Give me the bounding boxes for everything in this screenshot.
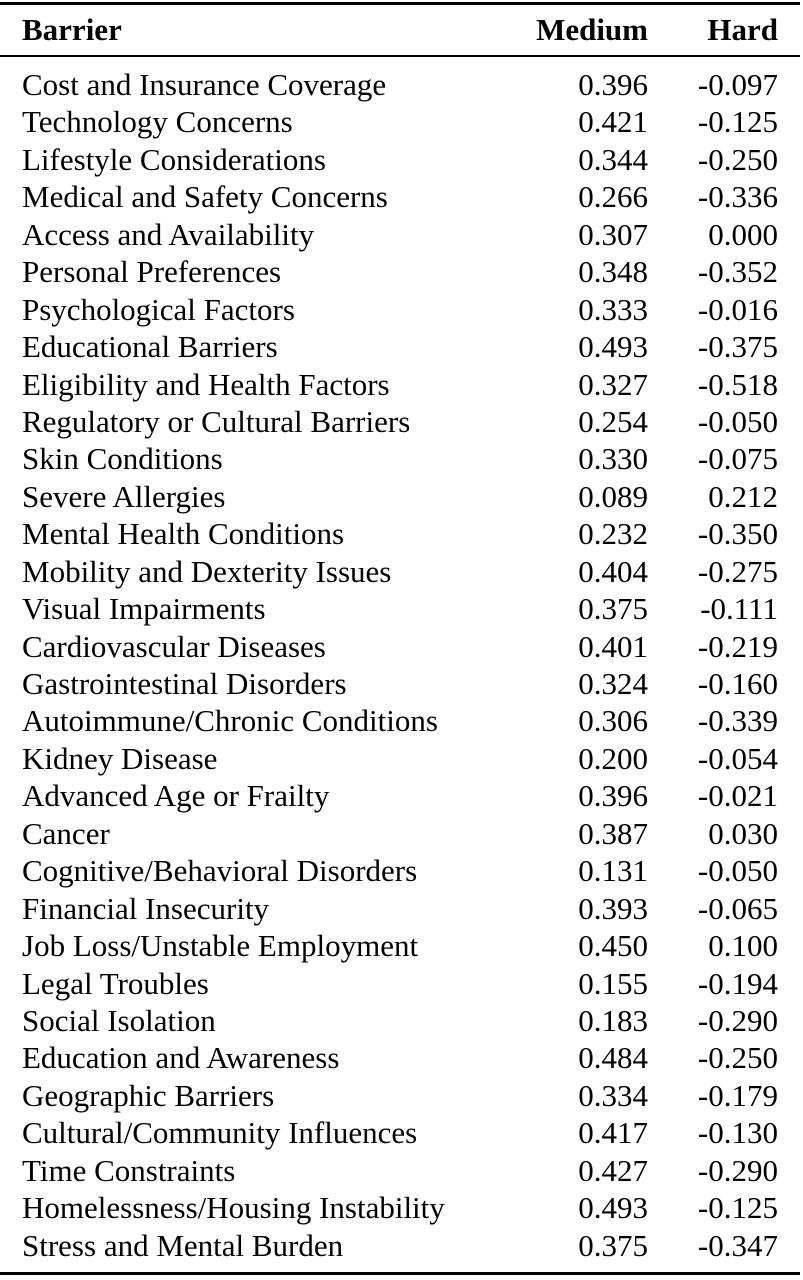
- hard-cell: -0.350: [697, 516, 778, 552]
- hard-cell: -0.290: [697, 1152, 778, 1188]
- table-row: [0, 1114, 800, 1151]
- hard-cell: -0.050: [697, 853, 778, 889]
- hard-cell: -0.050: [697, 403, 778, 439]
- medium-cell: 0.131: [578, 853, 648, 889]
- medium-cell: 0.089: [578, 478, 648, 514]
- hard-cell: -0.339: [697, 703, 778, 739]
- barrier-cell: Skin Conditions: [22, 441, 223, 477]
- header-barrier: Barrier: [22, 12, 122, 47]
- table-row: [0, 628, 800, 665]
- medium-cell: 0.387: [578, 815, 648, 851]
- hard-cell: -0.016: [697, 291, 778, 327]
- medium-cell: 0.324: [578, 666, 648, 701]
- hard-cell: -0.125: [697, 104, 778, 140]
- barrier-cell: Personal Preferences: [22, 254, 282, 290]
- hard-cell: -0.250: [697, 141, 778, 177]
- hard-cell: -0.347: [697, 1227, 778, 1263]
- medium-cell: 0.421: [578, 104, 648, 140]
- hard-cell: -0.194: [697, 965, 778, 1001]
- barrier-cell: Time Constraints: [22, 1152, 236, 1188]
- medium-cell: 0.344: [578, 141, 648, 177]
- hard-cell: -0.097: [697, 67, 778, 102]
- medium-cell: 0.427: [578, 1152, 648, 1188]
- table-row: [0, 740, 800, 777]
- table-row: [0, 141, 800, 178]
- barrier-cell: Lifestyle Considerations: [22, 141, 326, 177]
- header-rule: [0, 55, 800, 57]
- medium-cell: 0.484: [578, 1040, 648, 1076]
- barrier-cell: Access and Availability: [22, 216, 315, 252]
- table-row: [0, 965, 800, 1002]
- barrier-cell: Homelessness/Housing Instability: [22, 1190, 445, 1226]
- barrier-cell: Stress and Mental Burden: [22, 1227, 344, 1263]
- barrier-cell: Mobility and Dexterity Issues: [22, 553, 392, 589]
- barrier-cell: Visual Impairments: [22, 591, 266, 627]
- medium-cell: 0.375: [578, 591, 648, 627]
- hard-cell: -0.054: [697, 740, 778, 776]
- hard-cell: -0.250: [697, 1040, 778, 1076]
- barrier-cell: Severe Allergies: [22, 478, 226, 514]
- medium-cell: 0.306: [578, 703, 648, 739]
- medium-cell: 0.493: [578, 1190, 648, 1226]
- header-medium: Medium: [536, 12, 648, 47]
- barrier-cell: Cardiovascular Diseases: [22, 628, 326, 664]
- hard-cell: -0.375: [697, 329, 778, 365]
- barrier-cell: Education and Awareness: [22, 1040, 340, 1076]
- medium-cell: 0.393: [578, 890, 648, 926]
- table-row: [0, 291, 800, 328]
- medium-cell: 0.330: [578, 441, 648, 477]
- medium-cell: 0.396: [578, 778, 648, 814]
- barrier-cell: Educational Barriers: [22, 329, 278, 365]
- barrier-cell: Cognitive/Behavioral Disorders: [22, 853, 418, 889]
- barrier-cell: Technology Concerns: [22, 104, 293, 140]
- hard-cell: 0.100: [708, 928, 778, 964]
- medium-cell: 0.333: [578, 291, 648, 327]
- medium-cell: 0.493: [578, 329, 648, 365]
- hard-cell: -0.219: [697, 628, 778, 664]
- barrier-cell: Medical and Safety Concerns: [22, 179, 388, 215]
- table-row: [0, 777, 800, 814]
- medium-cell: 0.254: [578, 403, 648, 439]
- barrier-cell: Financial Insecurity: [22, 890, 270, 926]
- hard-cell: -0.336: [697, 179, 778, 215]
- barrier-cell: Cost and Insurance Coverage: [22, 67, 387, 102]
- table-row: [0, 702, 800, 739]
- hard-cell: -0.125: [697, 1190, 778, 1226]
- barrier-cell: Social Isolation: [22, 1002, 216, 1038]
- medium-cell: 0.401: [578, 628, 648, 664]
- barrier-cell: Mental Health Conditions: [22, 516, 345, 552]
- medium-cell: 0.348: [578, 254, 648, 290]
- medium-cell: 0.450: [578, 928, 648, 964]
- medium-cell: 0.266: [578, 179, 648, 215]
- table-row: [0, 927, 800, 964]
- medium-cell: 0.232: [578, 516, 648, 552]
- hard-cell: -0.290: [697, 1002, 778, 1038]
- medium-cell: 0.307: [578, 216, 648, 252]
- barrier-cell: Legal Troubles: [22, 965, 209, 1001]
- barrier-cell: Advanced Age or Frailty: [22, 778, 330, 814]
- table-row: [0, 1039, 800, 1076]
- medium-cell: 0.396: [578, 67, 648, 102]
- hard-cell: 0.030: [708, 815, 778, 851]
- table-header: [0, 5, 800, 55]
- barrier-cell: Cancer: [22, 815, 110, 851]
- barrier-cell: Geographic Barriers: [22, 1077, 275, 1113]
- hard-cell: -0.130: [697, 1115, 778, 1151]
- table-row: [0, 440, 800, 477]
- barrier-cell: Gastrointestinal Disorders: [22, 666, 347, 701]
- barrier-cell: Kidney Disease: [22, 740, 218, 776]
- table-row: [0, 103, 800, 140]
- hard-cell: -0.160: [697, 666, 778, 701]
- medium-cell: 0.375: [578, 1227, 648, 1263]
- header-hard: Hard: [707, 12, 778, 47]
- barrier-cell: Regulatory or Cultural Barriers: [22, 403, 411, 439]
- medium-cell: 0.417: [578, 1115, 648, 1151]
- hard-cell: -0.021: [697, 778, 778, 814]
- hard-cell: -0.518: [697, 366, 778, 402]
- barrier-cell: Eligibility and Health Factors: [22, 366, 390, 402]
- table-body: [0, 66, 800, 1264]
- table-row: [0, 366, 800, 403]
- table-row: [0, 253, 800, 290]
- barrier-cell: Psychological Factors: [22, 291, 295, 327]
- table-row: [0, 66, 800, 103]
- table-row: [0, 1152, 800, 1189]
- table-row: [0, 1227, 800, 1264]
- hard-cell: 0.000: [708, 216, 778, 252]
- barrier-cell: Job Loss/Unstable Employment: [22, 928, 419, 964]
- table-row: [0, 178, 800, 215]
- table-row: [0, 890, 800, 927]
- hard-cell: -0.275: [697, 553, 778, 589]
- table-row: [0, 403, 800, 440]
- table-row: [0, 815, 800, 852]
- table-row: [0, 1077, 800, 1114]
- hard-cell: -0.352: [697, 254, 778, 290]
- medium-cell: 0.183: [578, 1002, 648, 1038]
- table-row: [0, 665, 800, 702]
- table-row: [0, 478, 800, 515]
- barrier-cell: Cultural/Community Influences: [22, 1115, 418, 1151]
- hard-cell: 0.212: [708, 478, 778, 514]
- medium-cell: 0.327: [578, 366, 648, 402]
- medium-cell: 0.334: [578, 1077, 648, 1113]
- hard-cell: -0.065: [697, 890, 778, 926]
- barrier-cell: Autoimmune/Chronic Conditions: [22, 703, 438, 739]
- medium-cell: 0.404: [578, 553, 648, 589]
- medium-cell: 0.200: [578, 740, 648, 776]
- table-row: [0, 590, 800, 627]
- bottom-rule: [0, 1272, 800, 1275]
- hard-cell: -0.179: [697, 1077, 778, 1113]
- table-row: [0, 328, 800, 365]
- table-row: [0, 216, 800, 253]
- hard-cell: -0.111: [700, 591, 778, 627]
- table-row: [0, 852, 800, 889]
- table-row: [0, 1002, 800, 1039]
- table-row: [0, 553, 800, 590]
- hard-cell: -0.075: [697, 441, 778, 477]
- table-row: [0, 1189, 800, 1226]
- table-row: [0, 515, 800, 552]
- medium-cell: 0.155: [578, 965, 648, 1001]
